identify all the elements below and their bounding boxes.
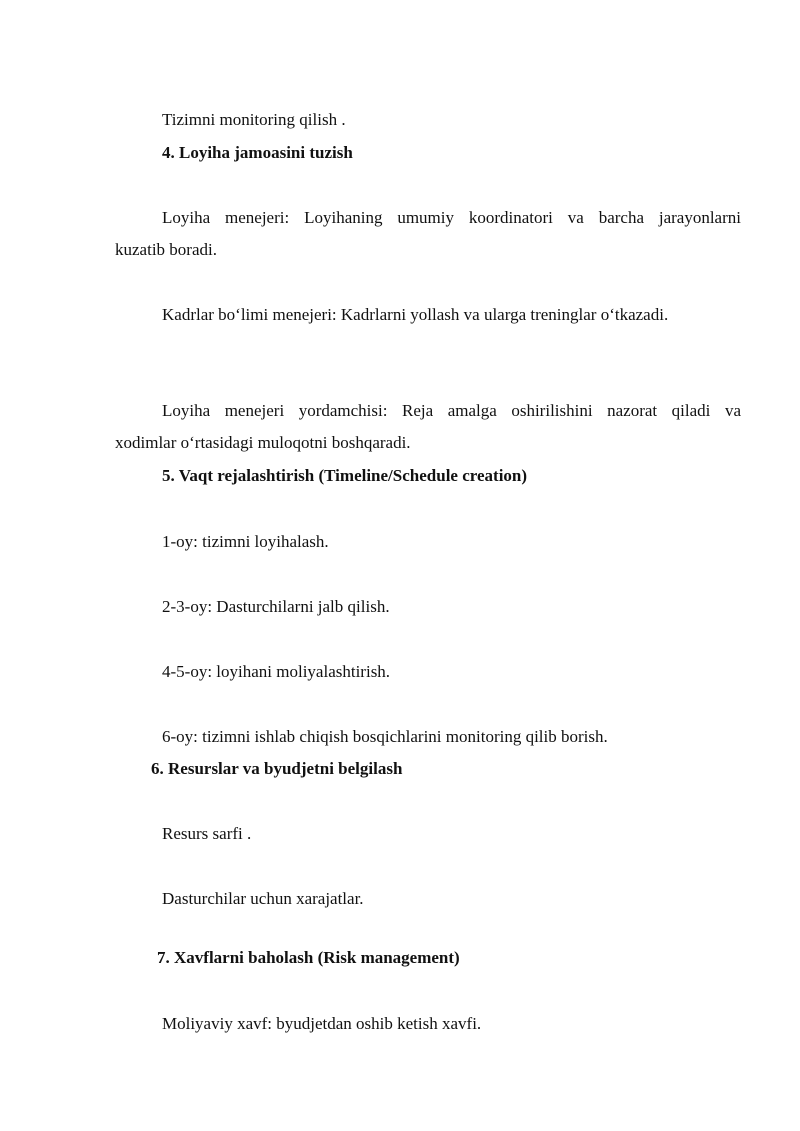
resource-item: Resurs sarfi . xyxy=(162,824,252,843)
resource-item: Dasturchilar uchun xarajatlar. xyxy=(162,889,364,908)
risk-item: Moliyaviy xavf: byudjetdan oshib ketish xavfi. xyxy=(162,1014,482,1033)
schedule-item: 4-5-oy: loyihani moliyalashtirish. xyxy=(162,662,391,681)
schedule-item: 6-oy: tizimni ishlab chiqish bosqichlarini monitoring qilib borish. xyxy=(162,727,608,746)
section-heading-7: 7. Xavflarni baholash (Risk management) xyxy=(157,948,460,967)
section-heading-5: 5. Vaqt rejalashtirish (Timeline/Schedule creation) xyxy=(162,466,528,485)
text-line: Tizimni monitoring qilish . xyxy=(162,110,346,129)
paragraph-line: Loyiha menejeri yordamchisi: Reja amalga oshirilishini nazorat qiladi va xyxy=(162,401,741,420)
paragraph-line: kuzatib boradi. xyxy=(115,240,217,259)
section-heading-4: 4. Loyiha jamoasini tuzish xyxy=(162,143,353,162)
paragraph-line: xodimlar o‘rtasidagi muloqotni boshqaradi. xyxy=(115,433,411,452)
section-heading-6: 6. Resurslar va byudjetni belgilash xyxy=(151,759,403,778)
paragraph-line: Loyiha menejeri: Loyihaning umumiy koordinatori va barcha jarayonlarni xyxy=(162,208,741,227)
schedule-item: 2-3-oy: Dasturchilarni jalb qilish. xyxy=(162,597,390,616)
paragraph: Kadrlar bo‘limi menejeri: Kadrlarni yollash va ularga treninglar o‘tkazadi. xyxy=(162,305,669,324)
schedule-item: 1-oy: tizimni loyihalash. xyxy=(162,532,329,551)
